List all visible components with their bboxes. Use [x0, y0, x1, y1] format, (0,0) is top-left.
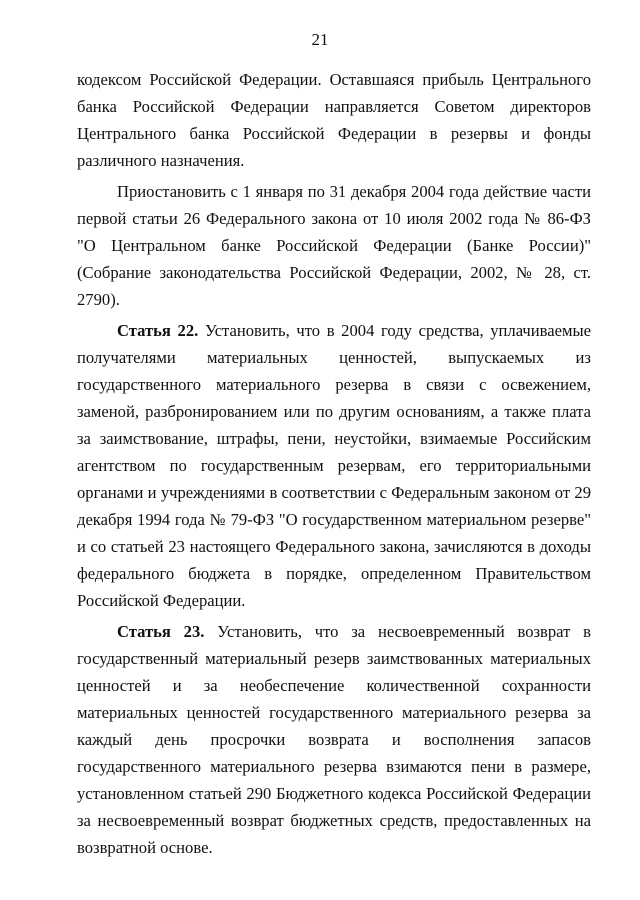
paragraph-continuation [77, 66, 591, 174]
article-23 [77, 618, 591, 861]
document-body [77, 66, 591, 861]
paragraph-text: кодексом Российской Федерации. Оставшаяся прибыль Центрального банка Российской Федерации направляется Советом директоров Центрального банка Российской Федерации в резервы и фонды различного назначения. [77, 70, 591, 170]
paragraph-text: Приостановить с 1 января по 31 декабря 2004 года действие части первой статьи 26 Федерального закона от 10 июля 2002 года № 86-ФЗ "О Центральном банке Российской Федерации (Банке России)" (Собрание законодательства Российской Федерации, 2002, № 28, ст. 2790). [77, 182, 591, 309]
article-text: Установить, что за несвоевременный возврат в государственный материальный резерв заимствованных материальных ценностей и за необеспечение количественной сохранности материальных ценностей государственного материального резерва за каждый день просрочки возврата и восполнения запасов государственного материального резерва взимаются пени в размере, установленном статьей 290 Бюджетного кодекса Российской Федерации за несвоевременный возврат бюджетных средств, предоставленных на возвратной основе. [77, 622, 591, 857]
page-number: 21 [311, 30, 329, 49]
article-heading: Статья 22. [117, 321, 199, 340]
article-heading: Статья 23. [117, 622, 205, 641]
article-22 [77, 317, 591, 614]
paragraph-suspension [77, 178, 591, 313]
article-text: Установить, что в 2004 году средства, уплачиваемые получателями материальных ценностей, выпускаемых из государственного материального резерва в связи с освежением, заменой, разбронированием или по другим основаниям, а также плата за заимствование, штрафы, пени, неустойки, взимаемые Российским агентством по государственным резервам, его территориальными органами и учреждениями в соответствии с Федеральным законом от 29 декабря 1994 года № 79-ФЗ "О государственном материальном резерве" и со статьей 23 настоящего Федерального закона, зачисляются в доходы федерального бюджета в порядке, определенном Правительством Российской Федерации. [77, 321, 591, 610]
